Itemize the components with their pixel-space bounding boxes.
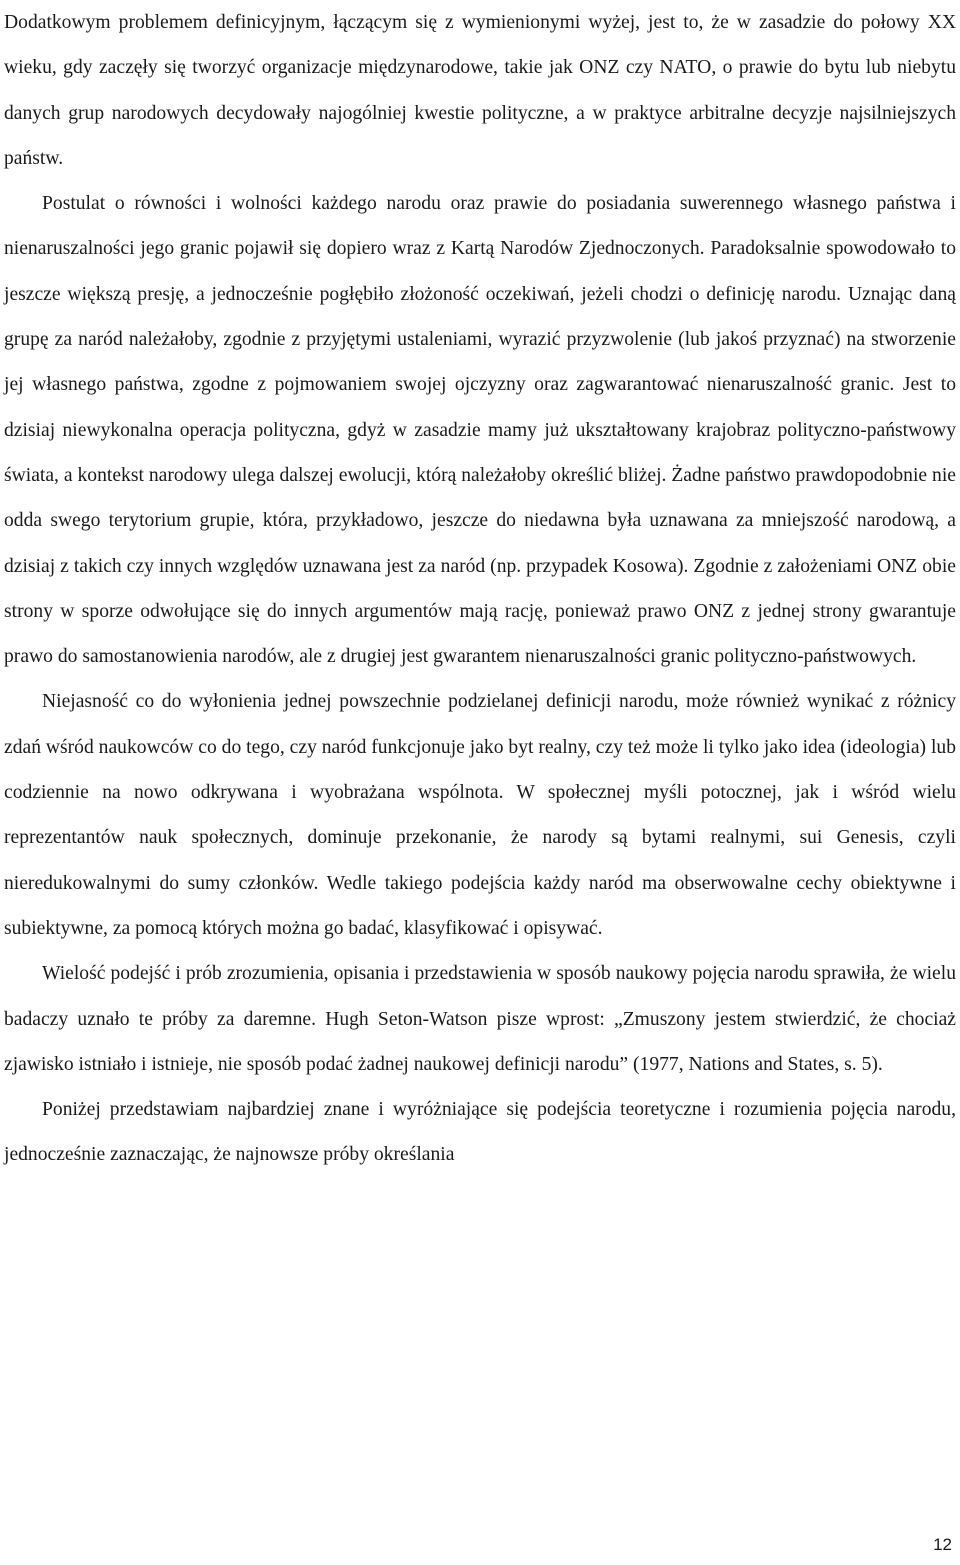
paragraph-3: Niejasność co do wyłonienia jednej powszechnie podzielanej definicji narodu, może również wynikać z różnicy zdań wśród naukowców co do tego, czy naród funkcjonuje jako byt realny, czy też może li tylko jako idea (ideologia) lub codziennie na nowo odkrywana i wyobrażana wspólnota. W społecznej myśli potocznej, jak i wśród wielu reprezentantów nauk społecznych, dominuje przekonanie, że narody są bytami realnymi, sui Genesis, czyli nieredukowalnymi do sumy członków. Wedle takiego podejścia każdy naród ma obserwowalne cechy obiektywne i subiektywne, za pomocą których można go badać, klasyfikować i opisywać. [4, 691, 956, 939]
paragraph-2: Postulat o równości i wolności każdego narodu oraz prawie do posiadania suwerennego własnego państwa i nienaruszalności jego granic pojawił się dopiero wraz z Kartą Narodów Zjednoczonych. Paradoksalnie spowodowało to jeszcze większą presję, a jednocześnie pogłębiło złożoność oczekiwań, jeżeli chodzi o definicję narodu. Uznając daną grupę za naród należałoby, zgodnie z przyjętymi ustaleniami, wyrazić przyzwolenie (lub jakoś przyznać) na stworzenie jej własnego państwa, zgodne z pojmowaniem swojej ojczyzny oraz zagwarantować nienaruszalność granic. Jest to dzisiaj niewykonalna operacja polityczna, gdyż w zasadzie mamy już ukształtowany krajobraz polityczno-państwowy świata, a kontekst narodowy ulega dalszej ewolucji, którą należałoby określić bliżej. Żadne państwo prawdopodobnie nie odda swego terytorium grupie, która, przykładowo, jeszcze do niedawna była uznawana za mniejszość narodową, a dzisiaj z takich czy innych względów uznawana jest za naród (np. przypadek Kosowa). Zgodnie z założeniami ONZ obie strony w sporze odwołujące się do innych argumentów mają rację, ponieważ prawo ONZ z jednej strony gwarantuje prawo do samostanowienia narodów, ale z drugiej jest gwarantem nienaruszalności granic polityczno-państwowych. [4, 193, 956, 668]
page-number: 12 [933, 1535, 952, 1554]
paragraph-5: Poniżej przedstawiam najbardziej znane i wyróżniające się podejścia teoretyczne i rozumienia pojęcia narodu, jednocześnie zaznaczając, że najnowsze próby określania [4, 1099, 956, 1166]
paragraph-4: Wielość podejść i prób zrozumienia, opisania i przedstawienia w sposób naukowy pojęcia narodu sprawiła, że wielu badaczy uznało te próby za daremne. Hugh Seton-Watson pisze wprost: „Zmuszony jestem stwierdzić, że chociaż zjawisko istniało i istnieje, nie sposób podać żadnej naukowej definicji narodu” (1977, Nations and States, s. 5). [4, 963, 956, 1075]
document-page [4, 0, 956, 1178]
paragraph-1: Dodatkowym problemem definicyjnym, łączącym się z wymienionymi wyżej, jest to, że w zasadzie do połowy XX wieku, gdy zaczęły się tworzyć organizacje międzynarodowe, takie jak ONZ czy NATO, o prawie do bytu lub niebytu danych grup narodowych decydowały najogólniej kwestie polityczne, a w praktyce arbitralne decyzje najsilniejszych państw. [4, 12, 956, 169]
